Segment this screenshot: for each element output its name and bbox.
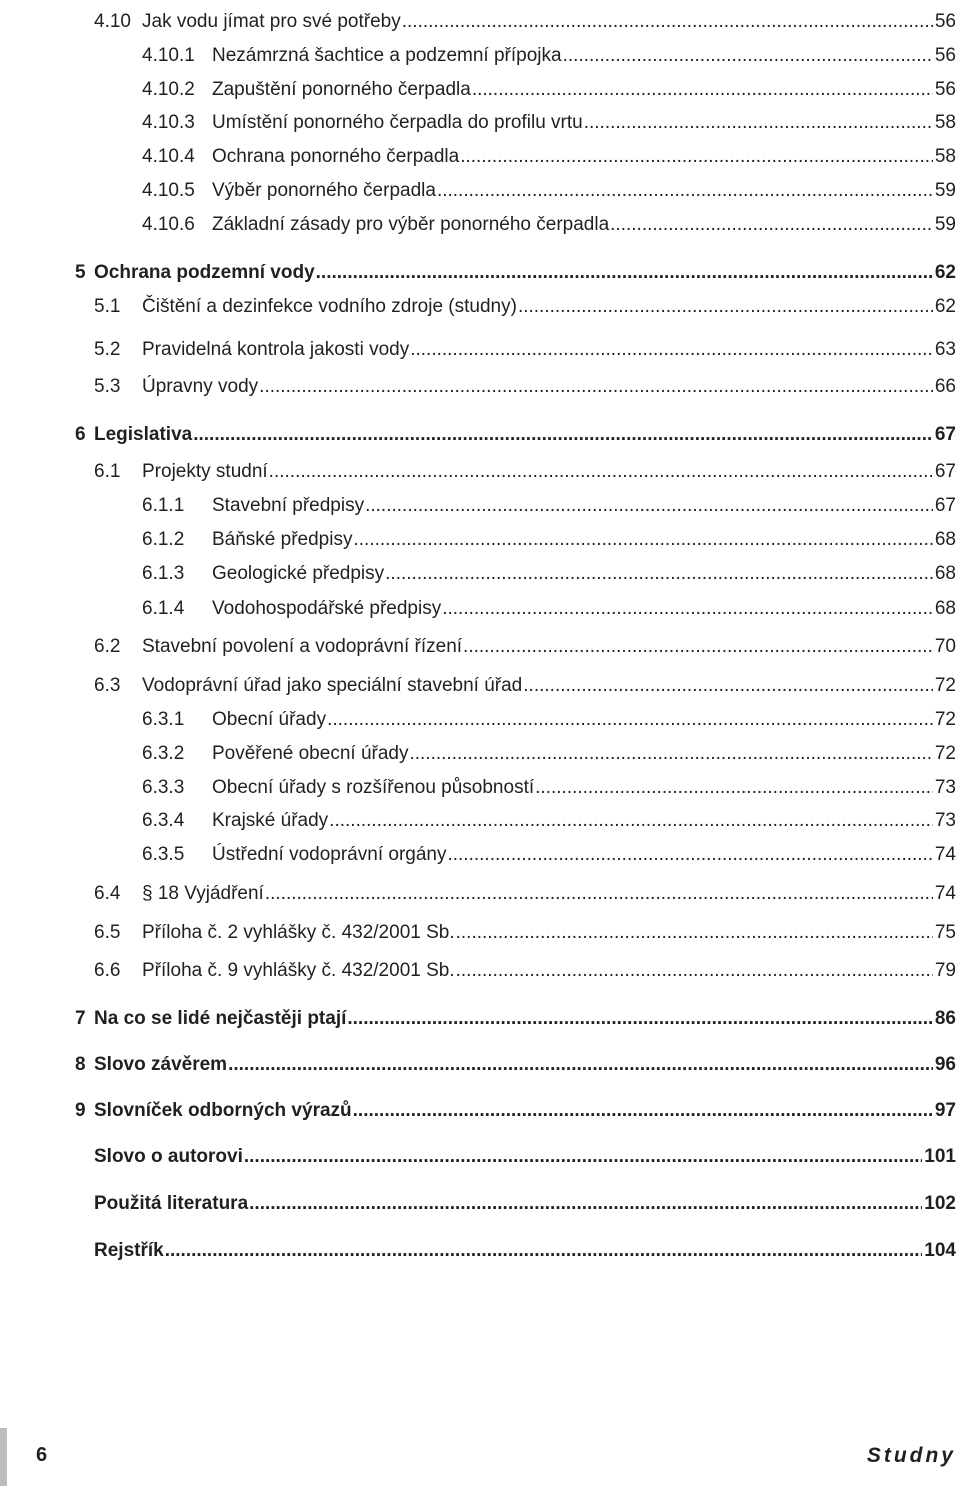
- toc-entry-number: 6.4: [94, 883, 121, 904]
- toc-dot-leader: [535, 775, 933, 801]
- toc-entry[interactable]: [94, 881, 956, 907]
- toc-dot-leader: [193, 422, 933, 448]
- toc-entry-title: § 18 Vyjádření: [142, 883, 264, 904]
- toc-entry[interactable]: [94, 634, 956, 660]
- footer-page-number: 6: [36, 1444, 48, 1466]
- toc-entry[interactable]: [142, 596, 956, 622]
- toc-entry-number: 6.5: [94, 922, 121, 943]
- toc-entry-title: Zapuštění ponorného čerpadla: [212, 79, 471, 100]
- toc-entry[interactable]: [94, 673, 956, 699]
- toc-entry-number: 4.10: [94, 11, 131, 32]
- toc-entry-number: 5.3: [94, 376, 121, 397]
- toc-dot-leader: [353, 1098, 933, 1124]
- toc-dot-leader: [437, 178, 933, 204]
- toc-entry-page: 58: [934, 112, 956, 133]
- toc-entry-number: 6.3.2: [142, 743, 185, 764]
- toc-dot-leader: [409, 741, 932, 767]
- toc-entry-number: 6.3: [94, 675, 121, 696]
- toc-dot-leader: [365, 493, 933, 519]
- toc-dot-leader: [259, 374, 933, 400]
- toc-dot-leader: [410, 337, 933, 363]
- toc-dot-leader: [610, 212, 933, 238]
- toc-entry-number: 4.10.2: [142, 79, 195, 100]
- toc-entry[interactable]: [142, 178, 956, 204]
- toc-entry[interactable]: [94, 1191, 956, 1217]
- toc-entry-page: 86: [934, 1008, 956, 1029]
- toc-entry-number: 4.10.4: [142, 146, 195, 167]
- toc-entry-title: Pravidelná kontrola jakosti vody: [142, 339, 410, 360]
- toc-entry[interactable]: [142, 43, 956, 69]
- toc-entry-title: Slovníček odborných výrazů: [94, 1100, 352, 1121]
- toc-dot-leader: [327, 707, 933, 733]
- toc-entry-title: Ústřední vodoprávní orgány: [212, 844, 447, 865]
- toc-entry-title: Nezámrzná šachtice a podzemní přípojka: [212, 45, 562, 66]
- toc-entry[interactable]: [142, 110, 956, 136]
- toc-dot-leader: [463, 634, 933, 660]
- toc-entry-page: 72: [934, 743, 956, 764]
- toc-entry[interactable]: [75, 1052, 956, 1078]
- toc-entry-title: Na co se lidé nejčastěji ptají: [94, 1008, 347, 1029]
- toc-entry-page: 102: [924, 1193, 956, 1214]
- toc-entry[interactable]: [142, 561, 956, 587]
- toc-entry-title: Umístění ponorného čerpadla do profilu vrtu: [212, 112, 583, 133]
- toc-entry-page: 56: [934, 45, 956, 66]
- toc-entry-page: 70: [934, 636, 956, 657]
- toc-entry-title: Příloha č. 2 vyhlášky č. 432/2001 Sb.: [142, 922, 455, 943]
- toc-entry[interactable]: [94, 337, 956, 363]
- toc-entry-title: Báňské předpisy: [212, 529, 353, 550]
- toc-entry-title: Stavební povolení a vodoprávní řízení: [142, 636, 463, 657]
- toc-entry-number: 6.3.1: [142, 709, 185, 730]
- toc-entry-number: 6.3.3: [142, 777, 185, 798]
- toc-entry-number: 8: [75, 1054, 86, 1075]
- toc-dot-leader: [523, 673, 933, 699]
- toc-entry-page: 104: [924, 1240, 956, 1261]
- toc-entry-number: 5.2: [94, 339, 121, 360]
- toc-entry-title: Příloha č. 9 vyhlášky č. 432/2001 Sb.: [142, 960, 455, 981]
- toc-entry-number: 9: [75, 1100, 86, 1121]
- toc-entry[interactable]: [94, 374, 956, 400]
- toc-entry-title: Legislativa: [94, 424, 193, 445]
- toc-entry-title: Stavební předpisy: [212, 495, 365, 516]
- toc-entry-page: 67: [934, 424, 956, 445]
- toc-entry-title: Krajské úřady: [212, 810, 329, 831]
- toc-dot-leader: [316, 260, 933, 286]
- toc-entry-page: 56: [934, 11, 956, 32]
- toc-entry-page: 72: [934, 709, 956, 730]
- toc-entry-number: 4.10.5: [142, 180, 195, 201]
- toc-entry-page: 73: [934, 810, 956, 831]
- toc-dot-leader: [563, 43, 933, 69]
- toc-entry[interactable]: [142, 741, 956, 767]
- toc-entry-number: 7: [75, 1008, 86, 1029]
- toc-entry[interactable]: [142, 527, 956, 553]
- toc-entry-number: 4.10.3: [142, 112, 195, 133]
- toc-entry-title: Jak vodu jímat pro své potřeby: [142, 11, 401, 32]
- toc-entry-title: Obecní úřady: [212, 709, 327, 730]
- toc-entry-title: Obecní úřady s rozšířenou působností: [212, 777, 535, 798]
- toc-entry-number: 6.1.4: [142, 598, 185, 619]
- toc-entry-number: 6.3.4: [142, 810, 185, 831]
- toc-entry-page: 75: [934, 922, 956, 943]
- toc-entry-title: Projekty studní: [142, 461, 268, 482]
- toc-entry[interactable]: [142, 212, 956, 238]
- toc-dot-leader: [244, 1144, 922, 1170]
- toc-entry[interactable]: [94, 294, 956, 320]
- toc-dot-leader: [402, 9, 933, 35]
- toc-dot-leader: [228, 1052, 933, 1078]
- toc-entry-number: 4.10.6: [142, 214, 195, 235]
- toc-entry-page: 74: [934, 844, 956, 865]
- toc-dot-leader: [269, 459, 933, 485]
- toc-dot-leader: [584, 110, 933, 136]
- toc-dot-leader: [347, 1006, 932, 1032]
- toc-entry-number: 6.6: [94, 960, 121, 981]
- toc-entry-page: 97: [934, 1100, 956, 1121]
- toc-entry-number: 6: [75, 424, 86, 445]
- toc-dot-leader: [456, 958, 933, 984]
- toc-entry[interactable]: [142, 707, 956, 733]
- footer-accent-bar: [0, 1428, 7, 1486]
- toc-entry-title: Rejstřík: [94, 1240, 164, 1261]
- toc-entry-page: 72: [934, 675, 956, 696]
- toc-entry[interactable]: [142, 842, 956, 868]
- toc-entry-title: Ochrana ponorného čerpadla: [212, 146, 460, 167]
- toc-entry-page: 56: [934, 79, 956, 100]
- toc-entry-page: 66: [934, 376, 956, 397]
- toc-entry-number: 6.1.2: [142, 529, 185, 550]
- toc-entry-title: Slovo o autorovi: [94, 1146, 243, 1167]
- toc-dot-leader: [518, 294, 933, 320]
- toc-entry[interactable]: [75, 260, 956, 286]
- toc-entry-number: 4.10.1: [142, 45, 195, 66]
- toc-entry[interactable]: [142, 493, 956, 519]
- toc-entry-title: Vodoprávní úřad jako speciální stavební úřad: [142, 675, 523, 696]
- toc-dot-leader: [385, 561, 933, 587]
- toc-entry[interactable]: [94, 9, 956, 35]
- toc-entry-page: 74: [934, 883, 956, 904]
- toc-entry-title: Použitá literatura: [94, 1193, 249, 1214]
- toc-entry-page: 68: [934, 529, 956, 550]
- toc-entry[interactable]: [75, 1006, 956, 1032]
- toc-entry-number: 5: [75, 262, 86, 283]
- toc-entry-page: 96: [934, 1054, 956, 1075]
- toc-entry-title: Výběr ponorného čerpadla: [212, 180, 436, 201]
- toc-dot-leader: [460, 144, 933, 170]
- toc-entry-title: Ochrana podzemní vody: [94, 262, 315, 283]
- toc-entry[interactable]: [75, 1098, 956, 1124]
- toc-entry-number: 6.1.1: [142, 495, 185, 516]
- toc-entry-number: 6.2: [94, 636, 121, 657]
- toc-entry[interactable]: [94, 459, 956, 485]
- toc-entry-page: 79: [934, 960, 956, 981]
- toc-entry-title: Pověřené obecní úřady: [212, 743, 409, 764]
- toc-entry[interactable]: [142, 775, 956, 801]
- toc-entry-title: Vodohospodářské předpisy: [212, 598, 442, 619]
- toc-entry-title: Základní zásady pro výběr ponorného čerpadla: [212, 214, 610, 235]
- toc-dot-leader: [165, 1238, 923, 1264]
- footer-book-title: Studny: [866, 1444, 956, 1467]
- toc-entry-page: 62: [934, 262, 956, 283]
- toc-entry[interactable]: [94, 1144, 956, 1170]
- toc-entry-page: 58: [934, 146, 956, 167]
- toc-entry-number: 6.1: [94, 461, 121, 482]
- toc-dot-leader: [249, 1191, 922, 1217]
- toc-entry[interactable]: [94, 920, 956, 946]
- toc-entry-page: 73: [934, 777, 956, 798]
- toc-entry-number: 6.1.3: [142, 563, 185, 584]
- toc-entry[interactable]: [142, 77, 956, 103]
- toc-entry-title: Geologické předpisy: [212, 563, 385, 584]
- toc-entry[interactable]: [94, 1238, 956, 1264]
- toc-entry-title: Čištění a dezinfekce vodního zdroje (studny): [142, 296, 517, 317]
- toc-entry-number: 5.1: [94, 296, 121, 317]
- toc-dot-leader: [329, 808, 933, 834]
- toc-dot-leader: [353, 527, 932, 553]
- toc-entry-page: 67: [934, 495, 956, 516]
- toc-entry[interactable]: [94, 958, 956, 984]
- toc-dot-leader: [265, 881, 933, 907]
- toc-entry-page: 59: [934, 180, 956, 201]
- toc-dot-leader: [442, 596, 933, 622]
- toc-dot-leader: [447, 842, 932, 868]
- toc-entry-page: 68: [934, 563, 956, 584]
- toc-entry-title: Úpravny vody: [142, 376, 259, 397]
- toc-entry[interactable]: [142, 808, 956, 834]
- toc-dot-leader: [456, 920, 933, 946]
- toc-entry-number: 6.3.5: [142, 844, 185, 865]
- toc-entry[interactable]: [142, 144, 956, 170]
- toc-entry-title: Slovo závěrem: [94, 1054, 228, 1075]
- toc-entry-page: 62: [934, 296, 956, 317]
- toc-dot-leader: [472, 77, 933, 103]
- toc-entry-page: 101: [924, 1146, 956, 1167]
- toc-entry-page: 63: [934, 339, 956, 360]
- toc-entry-page: 68: [934, 598, 956, 619]
- toc-entry-page: 59: [934, 214, 956, 235]
- toc-entry-page: 67: [934, 461, 956, 482]
- toc-entry[interactable]: [75, 422, 956, 448]
